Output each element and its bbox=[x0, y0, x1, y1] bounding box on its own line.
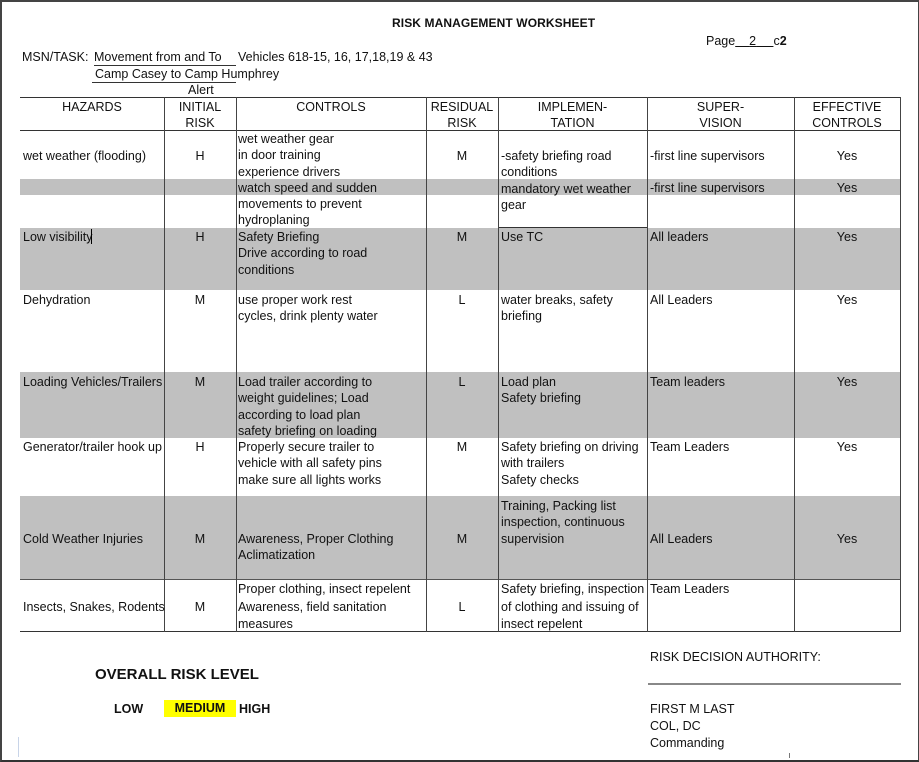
col-divider bbox=[164, 97, 165, 632]
initial-risk-cell[interactable]: H bbox=[195, 149, 205, 163]
initial-risk-cell[interactable]: H bbox=[195, 440, 205, 454]
residual-risk-cell[interactable]: M bbox=[456, 440, 468, 454]
header-residual-risk: RESIDUAL RISK bbox=[430, 100, 494, 130]
controls-cell[interactable]: Awareness, Proper Clothing Aclimatization bbox=[238, 532, 394, 563]
implementation-cell[interactable]: Use TC bbox=[501, 230, 544, 244]
col-divider bbox=[498, 97, 499, 632]
cell-divider bbox=[498, 227, 647, 228]
mission-line-2[interactable] bbox=[92, 67, 279, 81]
implementation-cell[interactable]: Load plan Safety briefing bbox=[501, 375, 581, 406]
risk-level-low[interactable]: LOW bbox=[114, 702, 144, 716]
hazard-cell[interactable]: Generator/trailer hook up bbox=[23, 440, 162, 454]
supervision-cell[interactable]: Team Leaders bbox=[650, 440, 730, 454]
hazard-cell[interactable]: Dehydration bbox=[23, 293, 91, 307]
residual-risk-cell[interactable]: M bbox=[456, 149, 468, 163]
page-of-label: c bbox=[773, 34, 780, 48]
mission-line-2-text: Camp Casey to Camp Humphrey bbox=[95, 67, 280, 81]
initial-risk-cell[interactable]: H bbox=[195, 230, 205, 244]
worksheet-title: RISK MANAGEMENT WORKSHEET bbox=[392, 16, 596, 30]
controls-cell[interactable]: Load trailer according to weight guidelines; Load according to load plan safety briefing on loading bbox=[238, 375, 377, 438]
controls-cell[interactable]: Proper clothing, insect repelent Awareness, field sanitation measures bbox=[238, 582, 411, 631]
mission-line-1[interactable] bbox=[94, 50, 433, 64]
effective-controls-cell[interactable]: Yes bbox=[836, 230, 858, 244]
effective-controls-cell[interactable]: Yes bbox=[836, 532, 858, 546]
overall-risk-label: OVERALL RISK LEVEL bbox=[95, 666, 259, 683]
hazard-cell[interactable]: Low visibility bbox=[23, 230, 93, 244]
table-border-bottom bbox=[20, 631, 900, 632]
page-total: 2 bbox=[779, 34, 787, 48]
authority-rank: COL, DC bbox=[650, 719, 701, 733]
header-supervision: SUPER- VISION bbox=[696, 100, 745, 130]
header-effective-controls: EFFECTIVE CONTROLS bbox=[812, 100, 882, 130]
header-initial-risk: INITIAL RISK bbox=[178, 100, 222, 130]
risk-decision-authority-label: RISK DECISION AUTHORITY: bbox=[650, 650, 821, 664]
effective-controls-cell[interactable]: Yes bbox=[836, 293, 858, 307]
page-label: Page bbox=[706, 34, 736, 48]
controls-cell[interactable]: Safety Briefing Drive according to road conditions bbox=[238, 230, 368, 277]
col-divider bbox=[647, 97, 648, 632]
supervision-cell[interactable]: -first line supervisors bbox=[650, 181, 765, 195]
implementation-cell[interactable]: -safety briefing road conditions mandatory wet weather gear bbox=[501, 149, 631, 212]
supervision-cell[interactable]: Team leaders bbox=[650, 375, 726, 389]
header-controls: CONTROLS bbox=[296, 100, 366, 114]
page-tick-mark bbox=[789, 753, 790, 758]
authority-position: Commanding bbox=[650, 736, 725, 750]
controls-cell[interactable]: use proper work rest cycles, drink plenty water bbox=[238, 293, 378, 324]
header-hazards: HAZARDS bbox=[62, 100, 122, 114]
hazard-cell[interactable]: wet weather (flooding) bbox=[23, 149, 146, 163]
initial-risk-cell[interactable]: M bbox=[194, 293, 206, 307]
col-divider bbox=[794, 97, 795, 632]
row-divider bbox=[20, 579, 900, 580]
controls-cell[interactable]: wet weather gear in door training experience drivers watch speed and sudden movements to prevent hydroplaning bbox=[238, 132, 377, 228]
hazard-cell[interactable]: Cold Weather Injuries bbox=[23, 532, 143, 546]
initial-risk-cell[interactable]: M bbox=[194, 375, 206, 389]
effective-controls-cell[interactable]: Yes bbox=[836, 149, 858, 163]
implementation-cell[interactable]: water breaks, safety briefing bbox=[501, 293, 613, 324]
table-border-right bbox=[900, 97, 901, 632]
residual-risk-cell[interactable]: L bbox=[458, 293, 466, 307]
hazard-cell[interactable]: Loading Vehicles/Trailers bbox=[23, 375, 163, 389]
implementation-cell[interactable]: Training, Packing list inspection, continuous supervision bbox=[501, 499, 625, 546]
initial-risk-cell[interactable]: M bbox=[194, 600, 206, 614]
supervision-cell[interactable]: -first line supervisors bbox=[650, 149, 765, 163]
risk-level-medium-selected[interactable]: MEDIUM bbox=[164, 700, 236, 717]
supervision-cell[interactable]: All Leaders bbox=[650, 293, 713, 307]
effective-controls-cell[interactable]: Yes bbox=[836, 375, 858, 389]
text-cursor bbox=[91, 229, 92, 244]
col-divider bbox=[236, 97, 237, 632]
mission-line-3: Alert bbox=[188, 83, 214, 97]
margin-marker bbox=[18, 737, 19, 757]
page-current: 2 bbox=[749, 34, 757, 48]
col-divider bbox=[426, 97, 427, 632]
row-band bbox=[20, 179, 900, 195]
implementation-cell[interactable]: Safety briefing on driving with trailers Safety checks bbox=[501, 440, 639, 487]
supervision-cell[interactable]: Team Leaders bbox=[650, 582, 730, 596]
supervision-cell[interactable]: All Leaders bbox=[650, 532, 713, 546]
initial-risk-cell[interactable]: M bbox=[194, 532, 206, 546]
residual-risk-cell[interactable]: M bbox=[456, 230, 468, 244]
risk-level-high[interactable]: HIGH bbox=[239, 702, 271, 716]
table-border-top bbox=[20, 97, 900, 98]
signature-line[interactable] bbox=[648, 683, 901, 685]
authority-name: FIRST M LAST bbox=[650, 702, 735, 716]
residual-risk-cell[interactable]: L bbox=[458, 600, 466, 614]
effective-controls-cell[interactable]: Yes bbox=[836, 440, 858, 454]
header-implementation: IMPLEMEN- TATION bbox=[537, 100, 608, 130]
supervision-cell[interactable]: All leaders bbox=[650, 230, 709, 244]
mission-line-1-text: Movement from and To bbox=[94, 50, 222, 64]
residual-risk-cell[interactable]: L bbox=[458, 375, 466, 389]
residual-risk-cell[interactable]: M bbox=[456, 532, 468, 546]
hazard-cell[interactable]: Insects, Snakes, Rodents bbox=[23, 600, 165, 614]
implementation-cell[interactable]: Safety briefing, inspection of clothing and issuing of insect repelent bbox=[501, 582, 645, 631]
risk-table bbox=[20, 97, 900, 632]
effective-controls-cell[interactable]: Yes bbox=[836, 181, 858, 195]
controls-cell[interactable]: Properly secure trailer to vehicle with all safety pins make sure all lights works bbox=[238, 440, 382, 487]
mission-label: MSN/TASK: bbox=[22, 50, 89, 64]
page-number bbox=[706, 34, 787, 48]
mission-line-1-extra: Vehicles 618-15, 16, 17,18,19 & 43 bbox=[238, 50, 433, 64]
